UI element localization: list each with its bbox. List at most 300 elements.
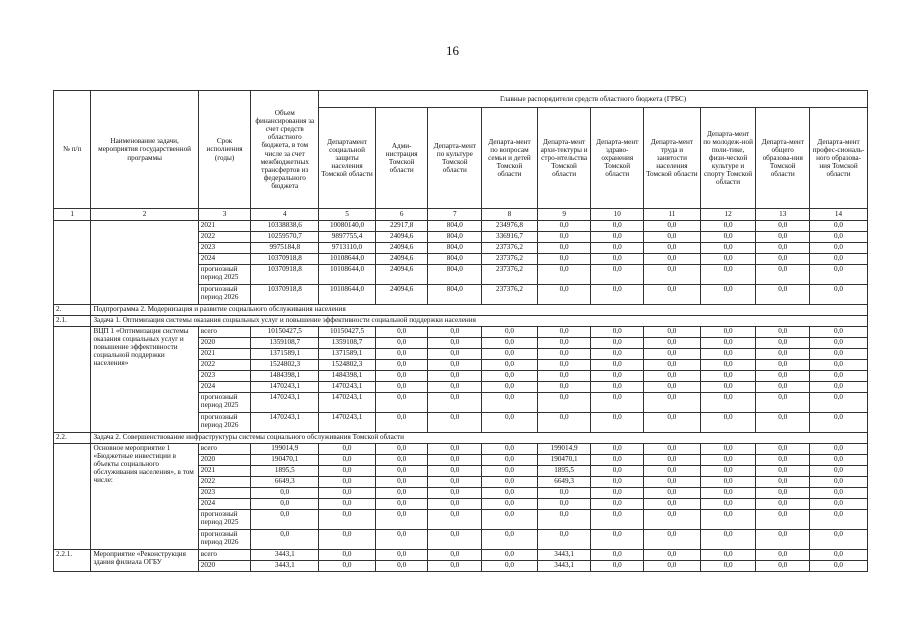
row-value: 0,0 [537, 360, 591, 371]
row-value: 0,0 [700, 413, 756, 433]
row-term: прогнозный период 2025 [198, 510, 251, 530]
row-value: 24094,6 [375, 265, 428, 285]
row-value: 0,0 [591, 466, 644, 477]
row-value: 0,0 [756, 243, 810, 254]
column-number: 9 [537, 209, 591, 221]
row-value: 0,0 [700, 466, 756, 477]
row-term: 2020 [198, 338, 251, 349]
row-value: 0,0 [428, 327, 482, 338]
row-value: 0,0 [482, 455, 538, 466]
row-value: 0,0 [810, 254, 868, 265]
row-value: 0,0 [537, 232, 591, 243]
row-value: 1484398,1 [319, 371, 376, 382]
row-value: 0,0 [756, 338, 810, 349]
table-row [54, 550, 868, 561]
row-value: 0,0 [537, 371, 591, 382]
row-term: прогнозный период 2025 [198, 265, 251, 285]
header-grbs: Департа-мент по вопросам семьи и детей Томской области [482, 108, 538, 209]
row-value: 0,0 [591, 455, 644, 466]
row-value: 0,0 [810, 393, 868, 413]
row-value: 0,0 [591, 499, 644, 510]
section-title: Задача 2. Совершенствование инфраструктуры системы социального обслуживания Томской области [91, 433, 868, 444]
row-value: 0,0 [700, 477, 756, 488]
row-value: 9713110,0 [319, 243, 376, 254]
row-value: 9975184,8 [251, 243, 319, 254]
row-value: 0,0 [700, 530, 756, 550]
row-number: 2.2.1. [54, 550, 91, 572]
row-value: 190470,1 [537, 455, 591, 466]
row-value: 0,0 [428, 444, 482, 455]
row-value: 0,0 [810, 349, 868, 360]
row-value: 1371589,1 [251, 349, 319, 360]
row-value: 804,0 [428, 221, 482, 232]
row-value: 1359108,7 [319, 338, 376, 349]
row-value: 0,0 [375, 455, 428, 466]
row-value: 0,0 [700, 561, 756, 572]
row-value: 0,0 [428, 530, 482, 550]
row-value: 0,0 [375, 488, 428, 499]
row-value: 0,0 [700, 221, 756, 232]
row-value: 0,0 [375, 499, 428, 510]
section-number: 2. [54, 305, 91, 316]
row-value: 0,0 [810, 371, 868, 382]
row-value: 0,0 [700, 550, 756, 561]
row-value: 10080140,0 [319, 221, 376, 232]
row-value: 0,0 [756, 477, 810, 488]
row-value: 0,0 [482, 510, 538, 530]
row-value: 0,0 [756, 371, 810, 382]
row-value: 1524802,3 [319, 360, 376, 371]
row-value: 0,0 [644, 488, 701, 499]
row-value: 0,0 [700, 285, 756, 305]
row-value: 10370918,8 [251, 254, 319, 265]
row-value: 0,0 [482, 360, 538, 371]
row-number [54, 327, 91, 433]
row-value: 0,0 [428, 371, 482, 382]
row-value: 237376,2 [482, 243, 538, 254]
row-value: 0,0 [537, 413, 591, 433]
section-row [54, 305, 868, 316]
row-value: 0,0 [375, 413, 428, 433]
row-value: 0,0 [591, 393, 644, 413]
row-value: 0,0 [644, 455, 701, 466]
row-term: 2022 [198, 232, 251, 243]
row-value: 0,0 [428, 393, 482, 413]
row-value: 10338838,6 [251, 221, 319, 232]
row-value: 0,0 [810, 382, 868, 393]
section-title: Подпрограмма 2. Модернизация и развитие социального обслуживания населения [91, 305, 868, 316]
row-value: 804,0 [428, 254, 482, 265]
row-value: 0,0 [756, 510, 810, 530]
row-number [54, 221, 91, 305]
row-value: 0,0 [756, 349, 810, 360]
header-grbs: Департамент социальной защиты населения Томской области [319, 108, 376, 209]
row-value: 0,0 [537, 265, 591, 285]
row-value: 0,0 [810, 285, 868, 305]
row-value: 0,0 [375, 477, 428, 488]
row-term: всего [198, 550, 251, 561]
row-value: 3443,1 [537, 561, 591, 572]
row-value: 0,0 [644, 371, 701, 382]
row-value: 0,0 [700, 327, 756, 338]
row-value: 0,0 [756, 550, 810, 561]
row-value: 0,0 [756, 444, 810, 455]
row-value: 10259570,7 [251, 232, 319, 243]
row-value: 0,0 [756, 455, 810, 466]
row-value: 0,0 [810, 499, 868, 510]
table-row [54, 444, 868, 455]
row-value: 0,0 [591, 360, 644, 371]
row-value: 0,0 [537, 499, 591, 510]
row-value: 0,0 [644, 413, 701, 433]
row-value: 237376,2 [482, 265, 538, 285]
row-value: 0,0 [591, 232, 644, 243]
row-value: 0,0 [537, 285, 591, 305]
row-value: 199014,9 [537, 444, 591, 455]
row-value: 0,0 [810, 477, 868, 488]
row-value: 0,0 [644, 243, 701, 254]
row-value: 10370918,8 [251, 265, 319, 285]
row-value: 24094,6 [375, 243, 428, 254]
row-value: 1484398,1 [251, 371, 319, 382]
row-value: 1470243,1 [319, 393, 376, 413]
row-value: 6649,3 [537, 477, 591, 488]
row-value: 0,0 [644, 349, 701, 360]
row-value: 22917,8 [375, 221, 428, 232]
row-value: 3443,1 [251, 550, 319, 561]
row-value: 0,0 [482, 382, 538, 393]
row-value: 0,0 [700, 444, 756, 455]
row-value: 1895,5 [537, 466, 591, 477]
header-grbs: Департа-мент здраво-охранения Томской области [591, 108, 644, 209]
row-value: 0,0 [700, 338, 756, 349]
row-value: 0,0 [537, 338, 591, 349]
row-term: 2020 [198, 455, 251, 466]
row-value: 0,0 [810, 221, 868, 232]
row-name: ВЦП 1 «Оптимизация системы оказания социальных услуг и повышение эффективности социальной поддержки населения» [91, 327, 198, 433]
row-term: 2020 [198, 561, 251, 572]
row-value: 0,0 [482, 477, 538, 488]
row-value: 0,0 [810, 444, 868, 455]
row-term: прогнозный период 2025 [198, 393, 251, 413]
table-header [54, 91, 868, 221]
row-value: 0,0 [537, 382, 591, 393]
row-value: 0,0 [537, 221, 591, 232]
row-term: прогнозный период 2026 [198, 285, 251, 305]
row-value: 0,0 [251, 499, 319, 510]
row-value: 0,0 [591, 444, 644, 455]
row-value: 0,0 [319, 550, 376, 561]
row-value: 1524802,3 [251, 360, 319, 371]
row-value: 0,0 [375, 530, 428, 550]
header-grbs: Департа-мент труда и занятости населения Томской области [644, 108, 701, 209]
row-value: 0,0 [700, 254, 756, 265]
row-value: 0,0 [428, 413, 482, 433]
row-term: 2023 [198, 488, 251, 499]
row-value: 0,0 [428, 466, 482, 477]
column-number: 11 [644, 209, 701, 221]
row-value: 0,0 [700, 265, 756, 285]
row-value: 0,0 [810, 243, 868, 254]
row-value: 0,0 [319, 510, 376, 530]
row-value: 0,0 [537, 243, 591, 254]
row-value: 804,0 [428, 265, 482, 285]
row-value: 0,0 [644, 285, 701, 305]
row-value: 1470243,1 [251, 413, 319, 433]
row-value: 0,0 [644, 393, 701, 413]
row-value: 0,0 [319, 444, 376, 455]
row-value: 0,0 [591, 413, 644, 433]
row-value: 0,0 [537, 393, 591, 413]
row-value: 0,0 [810, 530, 868, 550]
row-term: 2024 [198, 499, 251, 510]
row-value: 0,0 [700, 382, 756, 393]
header-volume: Объем финансирования за счет средств областного бюджета, в том числе за счет межбюджетных трансфертов из федерального бюджета [251, 91, 319, 209]
row-value: 0,0 [700, 393, 756, 413]
table-row [54, 221, 868, 232]
row-value: 0,0 [482, 327, 538, 338]
row-value: 0,0 [810, 510, 868, 530]
row-value: 0,0 [810, 550, 868, 561]
row-value: 0,0 [375, 550, 428, 561]
row-value: 0,0 [644, 499, 701, 510]
row-value: 3443,1 [251, 561, 319, 572]
row-number [54, 444, 91, 550]
row-value: 10108644,0 [319, 265, 376, 285]
row-value: 0,0 [644, 561, 701, 572]
row-value: 3443,1 [537, 550, 591, 561]
row-value: 0,0 [482, 393, 538, 413]
row-value: 0,0 [591, 338, 644, 349]
page-number: 16 [446, 43, 459, 58]
row-term: всего [198, 327, 251, 338]
row-term: 2021 [198, 221, 251, 232]
row-value: 234976,8 [482, 221, 538, 232]
row-value: 0,0 [810, 455, 868, 466]
section-row [54, 316, 868, 327]
row-value: 0,0 [319, 477, 376, 488]
row-value: 0,0 [375, 349, 428, 360]
row-value: 0,0 [319, 466, 376, 477]
column-number: 7 [428, 209, 482, 221]
row-value: 0,0 [537, 510, 591, 530]
row-term: 2024 [198, 254, 251, 265]
row-value: 24094,6 [375, 285, 428, 305]
column-number: 2 [91, 209, 198, 221]
row-value: 0,0 [482, 550, 538, 561]
row-value: 0,0 [428, 360, 482, 371]
row-value: 0,0 [319, 455, 376, 466]
row-value: 0,0 [644, 265, 701, 285]
row-value: 0,0 [375, 466, 428, 477]
row-value: 0,0 [375, 382, 428, 393]
row-value: 0,0 [591, 285, 644, 305]
row-value: 0,0 [375, 360, 428, 371]
row-value: 0,0 [428, 477, 482, 488]
row-value: 0,0 [591, 488, 644, 499]
row-value: 24094,6 [375, 232, 428, 243]
row-value: 0,0 [644, 232, 701, 243]
row-value: 1470243,1 [251, 382, 319, 393]
row-value: 0,0 [756, 254, 810, 265]
row-value: 0,0 [756, 530, 810, 550]
row-value: 0,0 [756, 499, 810, 510]
row-value: 0,0 [319, 530, 376, 550]
row-value: 0,0 [482, 561, 538, 572]
row-value: 336916,7 [482, 232, 538, 243]
row-value: 0,0 [700, 243, 756, 254]
row-value: 0,0 [700, 371, 756, 382]
row-value: 1359108,7 [251, 338, 319, 349]
row-value: 0,0 [428, 349, 482, 360]
financing-table [53, 90, 868, 572]
row-value: 0,0 [537, 530, 591, 550]
section-row [54, 433, 868, 444]
header-grbs: Адми-нистрация Томской области [375, 108, 428, 209]
row-term: прогнозный период 2026 [198, 413, 251, 433]
row-value: 0,0 [428, 561, 482, 572]
header-num: № п/п [54, 91, 91, 209]
table-body [54, 221, 868, 572]
column-number: 14 [810, 209, 868, 221]
row-value: 0,0 [591, 327, 644, 338]
row-term: 2022 [198, 477, 251, 488]
row-value: 10108644,0 [319, 254, 376, 265]
row-value: 0,0 [644, 477, 701, 488]
row-value: 0,0 [482, 444, 538, 455]
row-value: 0,0 [482, 530, 538, 550]
header-grbs: Департа-мент профес-сиональ-ного образова-ния Томской области [810, 108, 868, 209]
row-value: 804,0 [428, 243, 482, 254]
row-term: 2021 [198, 349, 251, 360]
row-value: 10370918,8 [251, 285, 319, 305]
row-value: 0,0 [482, 499, 538, 510]
row-value: 0,0 [537, 349, 591, 360]
row-value: 0,0 [375, 561, 428, 572]
row-name [91, 221, 198, 305]
row-value: 0,0 [644, 360, 701, 371]
row-value: 1371589,1 [319, 349, 376, 360]
row-value: 0,0 [810, 488, 868, 499]
row-value: 0,0 [810, 466, 868, 477]
row-value: 0,0 [756, 265, 810, 285]
column-number: 1 [54, 209, 91, 221]
row-value: 0,0 [810, 561, 868, 572]
column-number: 4 [251, 209, 319, 221]
row-value: 9897755,4 [319, 232, 376, 243]
header-grbs: Департа-мент по молодеж-ной поли-тике, физи-ческой культуре и спорту Томской области [700, 108, 756, 209]
row-value: 0,0 [482, 466, 538, 477]
row-value: 0,0 [482, 488, 538, 499]
row-value: 0,0 [756, 413, 810, 433]
row-value: 0,0 [756, 360, 810, 371]
row-value: 1895,5 [251, 466, 319, 477]
row-value: 0,0 [700, 510, 756, 530]
row-value: 10150427,5 [319, 327, 376, 338]
row-term: 2021 [198, 466, 251, 477]
row-value: 0,0 [810, 360, 868, 371]
row-value: 0,0 [810, 327, 868, 338]
row-value: 0,0 [375, 371, 428, 382]
row-value: 190470,1 [251, 455, 319, 466]
row-term: 2022 [198, 360, 251, 371]
row-value: 0,0 [756, 488, 810, 499]
header-grbs-title: Главные распорядители средств областного бюджета (ГРБС) [319, 91, 868, 108]
column-number: 5 [319, 209, 376, 221]
row-term: прогнозный период 2026 [198, 530, 251, 550]
column-number: 12 [700, 209, 756, 221]
row-value: 0,0 [591, 530, 644, 550]
row-value: 0,0 [591, 382, 644, 393]
column-numbers-row [54, 209, 868, 221]
row-value: 24094,6 [375, 254, 428, 265]
row-value: 0,0 [644, 466, 701, 477]
row-value: 0,0 [810, 338, 868, 349]
row-value: 0,0 [375, 510, 428, 530]
section-number: 2.2. [54, 433, 91, 444]
row-name: Основное мероприятие 1 «Бюджетные инвестиции в объекты социального обслуживания населения», в том числе: [91, 444, 198, 550]
row-value: 0,0 [756, 393, 810, 413]
row-term: всего [198, 444, 251, 455]
row-value: 0,0 [756, 221, 810, 232]
row-value: 0,0 [700, 499, 756, 510]
row-value: 804,0 [428, 285, 482, 305]
row-value: 0,0 [810, 413, 868, 433]
row-value: 0,0 [428, 488, 482, 499]
row-value: 0,0 [756, 327, 810, 338]
row-value: 0,0 [375, 338, 428, 349]
row-value: 0,0 [644, 510, 701, 530]
row-value: 0,0 [482, 349, 538, 360]
table-row [54, 327, 868, 338]
row-value: 0,0 [251, 488, 319, 499]
row-value: 0,0 [810, 265, 868, 285]
column-number: 3 [198, 209, 251, 221]
header-grbs: Департа-мент архи-тектуры и стро-ительства Томской области [537, 108, 591, 209]
row-value: 0,0 [375, 444, 428, 455]
row-value: 0,0 [537, 327, 591, 338]
section-number: 2.1. [54, 316, 91, 327]
row-value: 0,0 [644, 550, 701, 561]
row-value: 0,0 [319, 561, 376, 572]
row-value: 0,0 [700, 349, 756, 360]
row-value: 0,0 [375, 393, 428, 413]
row-value: 0,0 [644, 382, 701, 393]
row-value: 0,0 [756, 561, 810, 572]
header-grbs: Департа-мент общего образова-ния Томской области [756, 108, 810, 209]
row-term: 2023 [198, 243, 251, 254]
column-number: 13 [756, 209, 810, 221]
row-value: 0,0 [375, 327, 428, 338]
row-value: 0,0 [251, 510, 319, 530]
row-value: 0,0 [591, 550, 644, 561]
row-value: 0,0 [644, 327, 701, 338]
row-value: 0,0 [591, 221, 644, 232]
row-value: 804,0 [428, 232, 482, 243]
row-value: 0,0 [756, 382, 810, 393]
row-value: 0,0 [251, 530, 319, 550]
row-value: 0,0 [644, 530, 701, 550]
row-value: 0,0 [591, 349, 644, 360]
row-value: 0,0 [591, 371, 644, 382]
header-term: Срок исполнения (годы) [198, 91, 251, 209]
row-value: 0,0 [591, 510, 644, 530]
row-value: 0,0 [428, 510, 482, 530]
row-value: 0,0 [482, 371, 538, 382]
row-value: 237376,2 [482, 285, 538, 305]
row-value: 0,0 [482, 338, 538, 349]
row-value: 0,0 [756, 466, 810, 477]
